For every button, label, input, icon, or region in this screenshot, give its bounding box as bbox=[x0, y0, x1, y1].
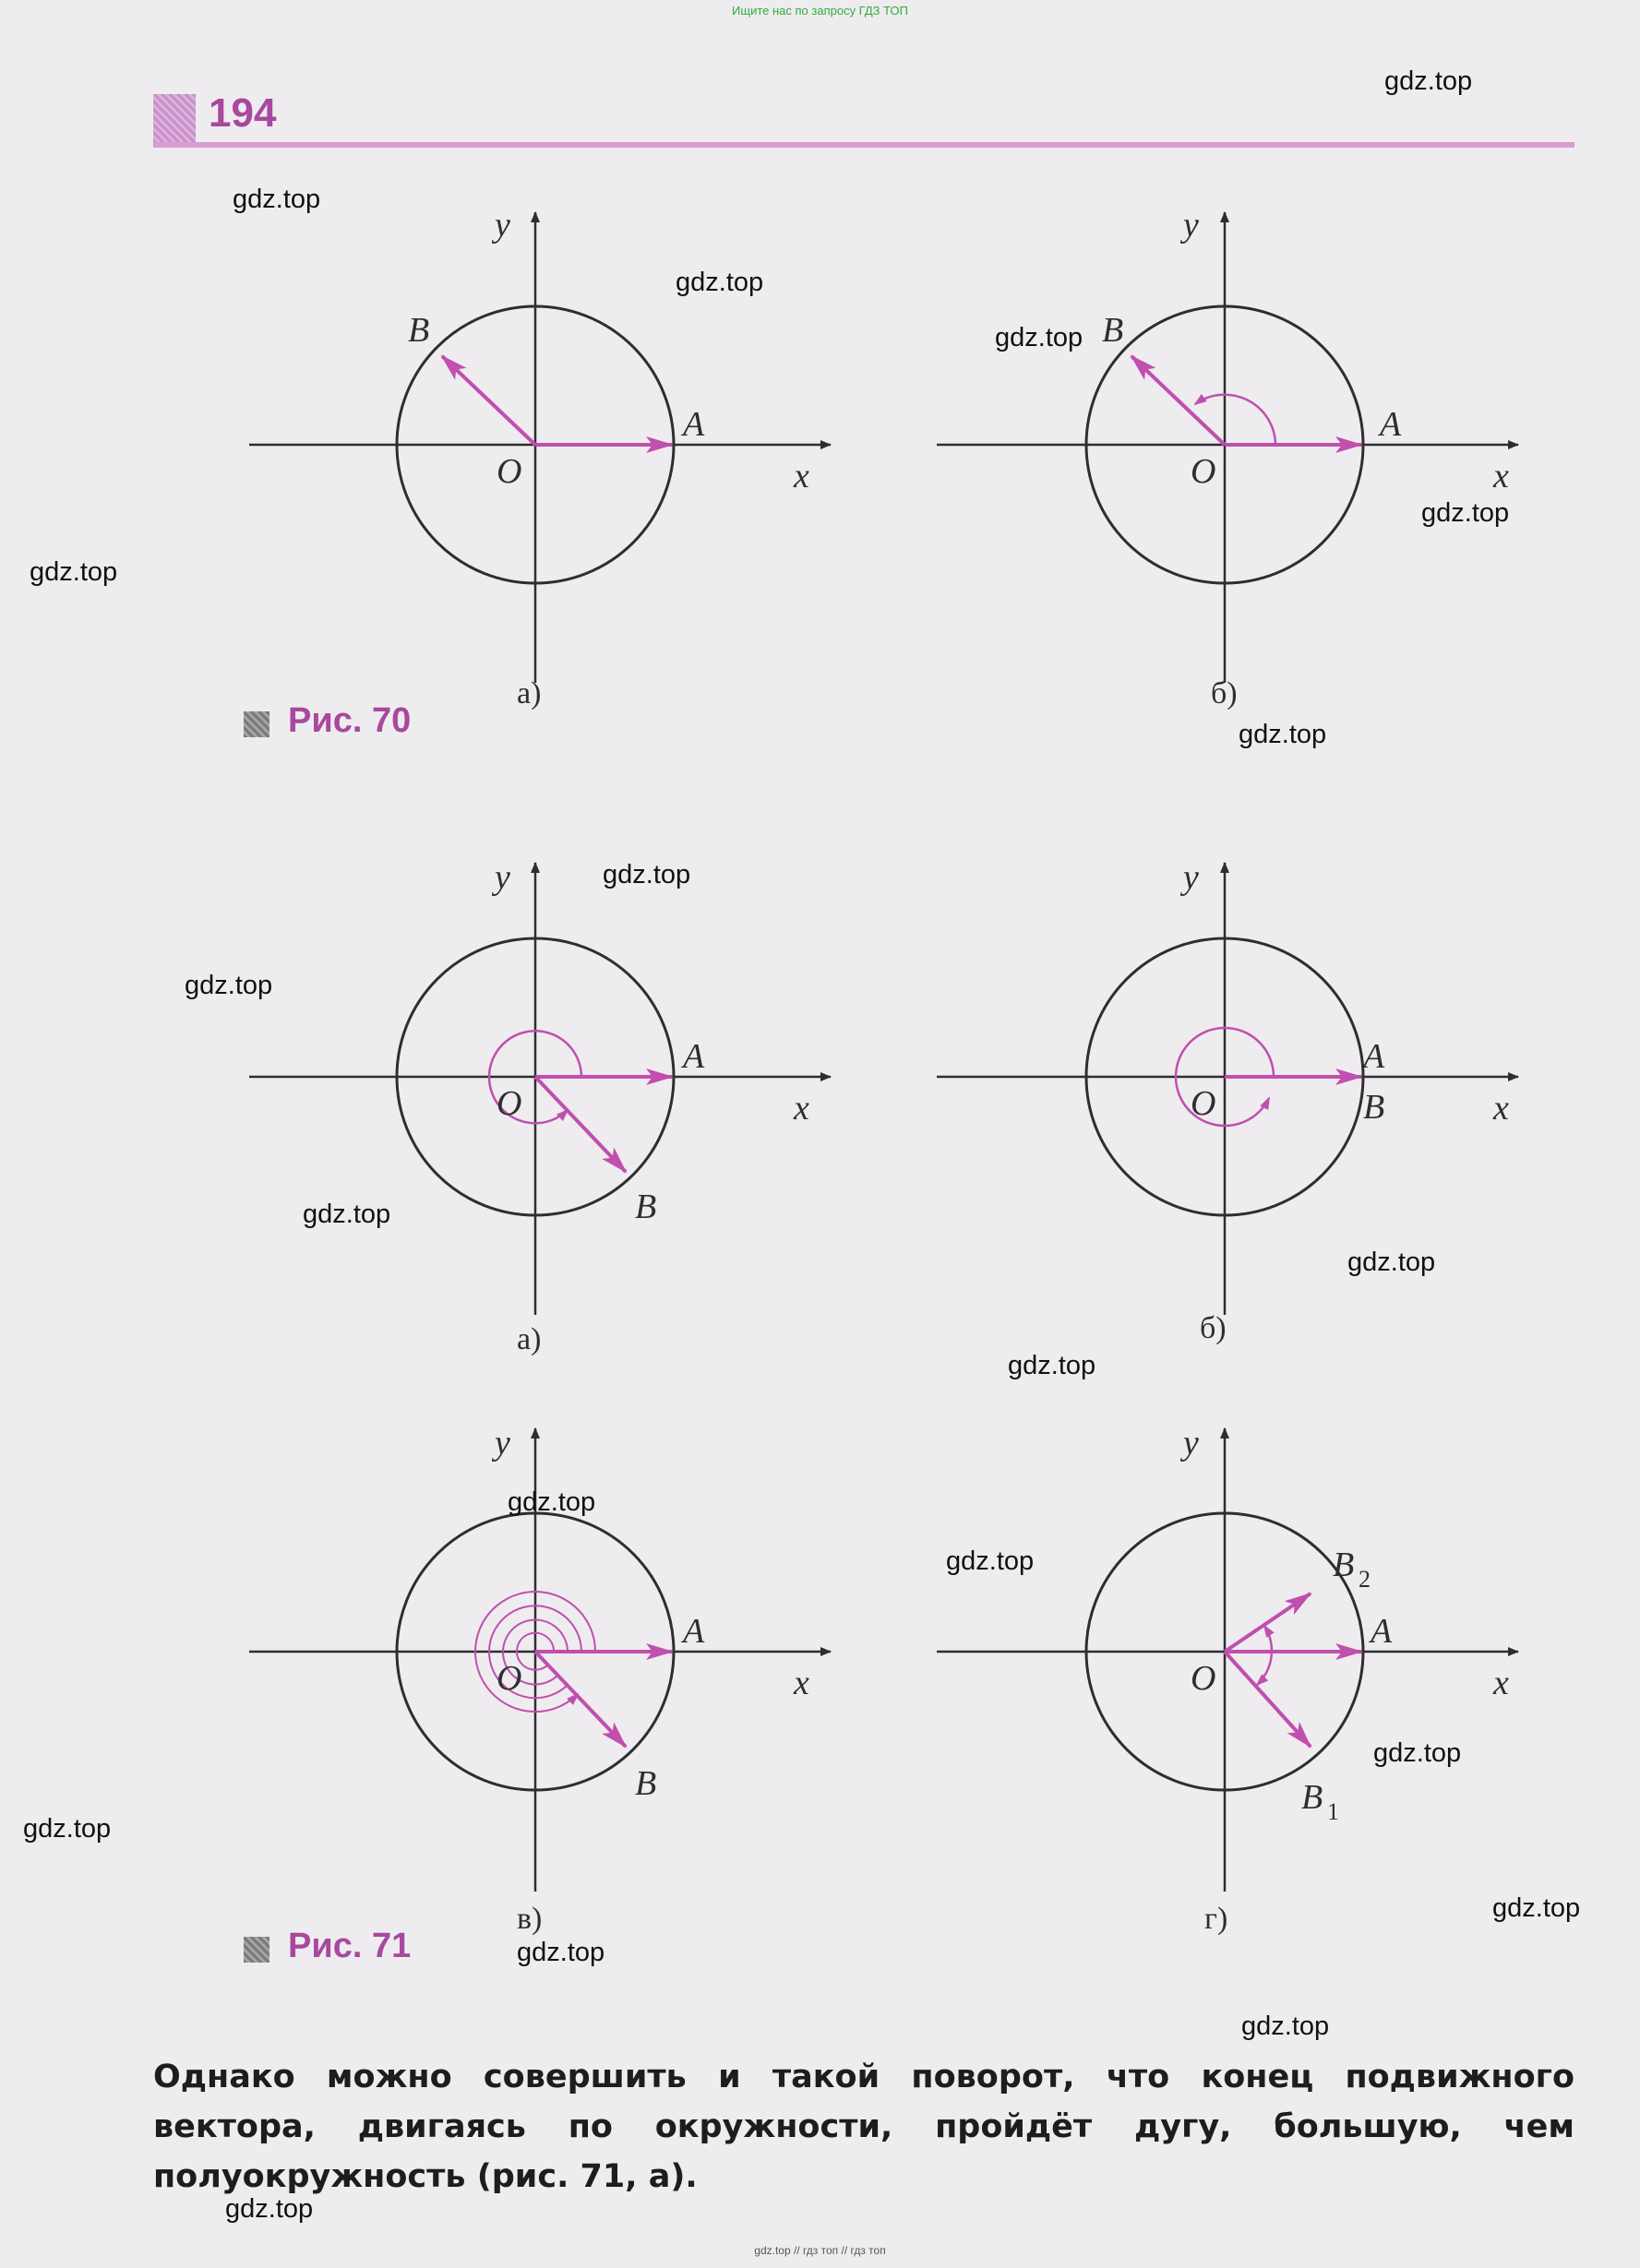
fig71c-label-B: B bbox=[635, 1764, 657, 1803]
fig71a-label-x: x bbox=[794, 1089, 809, 1128]
watermark: gdz.top bbox=[603, 860, 691, 889]
fig71a-label-A: A bbox=[683, 1037, 705, 1076]
fig71-caption: Рис. 71 bbox=[288, 1927, 412, 1965]
fig71-sub-a: а) bbox=[517, 1322, 542, 1356]
fig71c-label-x: x bbox=[794, 1664, 809, 1702]
watermark: gdz.top bbox=[303, 1200, 391, 1229]
fig70a-label-y: y bbox=[495, 206, 510, 245]
fig70b-label-A: A bbox=[1380, 405, 1402, 444]
fig71d-diagram bbox=[937, 1424, 1518, 1892]
fig70b-label-y: y bbox=[1183, 206, 1199, 245]
watermark: gdz.top bbox=[1492, 1893, 1581, 1923]
fig71b-label-y: y bbox=[1183, 858, 1199, 897]
footer-note: gdz.top // гдз топ // гдз топ bbox=[754, 2244, 886, 2257]
fig71c-label-y: y bbox=[495, 1424, 510, 1462]
watermark: gdz.top bbox=[23, 1814, 112, 1844]
fig71b-label-x: x bbox=[1493, 1089, 1509, 1128]
watermark: gdz.top bbox=[1008, 1351, 1096, 1380]
watermark: gdz.top bbox=[676, 268, 764, 297]
fig71-sub-c: в) bbox=[517, 1902, 543, 1936]
page-number: 194 bbox=[209, 90, 277, 136]
fig71-sub-b: б) bbox=[1200, 1311, 1227, 1345]
fig71a-label-y: y bbox=[495, 858, 510, 897]
fig71d-label-O: O bbox=[1191, 1659, 1216, 1698]
fig70a-label-O: O bbox=[497, 452, 522, 491]
fig70-sub-b: б) bbox=[1211, 676, 1238, 710]
watermark: gdz.top bbox=[1384, 66, 1473, 96]
fig70-sub-a: а) bbox=[517, 676, 542, 710]
search-hint: Ищите нас по запросу ГДЗ ТОП bbox=[732, 4, 908, 18]
fig71d-label-A: A bbox=[1371, 1612, 1393, 1651]
fig71-sub-d: г) bbox=[1204, 1902, 1228, 1936]
fig71c-label-O: O bbox=[497, 1659, 522, 1698]
watermark: gdz.top bbox=[1241, 2011, 1330, 2041]
fig71-caption-square bbox=[244, 1937, 269, 1963]
fig70b-label-O: O bbox=[1191, 452, 1216, 491]
fig71a-label-B: B bbox=[635, 1188, 657, 1226]
fig71b-label-B: B bbox=[1363, 1088, 1385, 1127]
fig70a-label-x: x bbox=[794, 457, 809, 495]
fig71b-diagram bbox=[937, 858, 1518, 1315]
fig70b-diagram bbox=[937, 206, 1518, 683]
fig70a-label-A: A bbox=[683, 405, 705, 444]
watermark: gdz.top bbox=[185, 971, 273, 1000]
watermark: gdz.top bbox=[508, 1487, 596, 1517]
watermark: gdz.top bbox=[995, 323, 1083, 352]
fig71d-label-x: x bbox=[1493, 1664, 1509, 1702]
watermark: gdz.top bbox=[30, 557, 118, 587]
fig71d-label-B1: B bbox=[1301, 1778, 1323, 1817]
fig71d-label-B2-sub: 2 bbox=[1359, 1566, 1371, 1593]
fig71b-label-O: O bbox=[1191, 1084, 1216, 1123]
body-paragraph: Однако можно совершить и такой поворот, что конец подвижного вектора, двигаясь по окружности, пройдёт дугу, большую, чем полуокружность (рис. 71, а). bbox=[153, 2059, 1574, 2195]
fig71d-label-B2: B bbox=[1333, 1546, 1355, 1584]
watermark: gdz.top bbox=[233, 185, 321, 214]
watermark: gdz.top bbox=[946, 1546, 1035, 1576]
fig71b-label-A: A bbox=[1363, 1037, 1385, 1076]
watermark: gdz.top bbox=[1239, 720, 1327, 749]
watermark: gdz.top bbox=[1347, 1247, 1436, 1277]
fig70-caption-square bbox=[244, 711, 269, 737]
fig70a-label-B: B bbox=[408, 311, 430, 350]
fig70b-label-x: x bbox=[1493, 457, 1509, 495]
watermark: gdz.top bbox=[1421, 498, 1510, 528]
watermark: gdz.top bbox=[517, 1938, 605, 1967]
fig71a-label-O: O bbox=[497, 1084, 522, 1123]
fig71d-label-B1-sub: 1 bbox=[1327, 1798, 1339, 1825]
fig71d-label-y: y bbox=[1183, 1424, 1199, 1462]
fig70-caption: Рис. 70 bbox=[288, 701, 412, 740]
fig71c-label-A: A bbox=[683, 1612, 705, 1651]
fig71a-diagram bbox=[249, 858, 831, 1315]
watermark: gdz.top bbox=[225, 2194, 314, 2224]
watermark: gdz.top bbox=[1373, 1738, 1462, 1768]
fig70b-label-B: B bbox=[1102, 311, 1124, 350]
